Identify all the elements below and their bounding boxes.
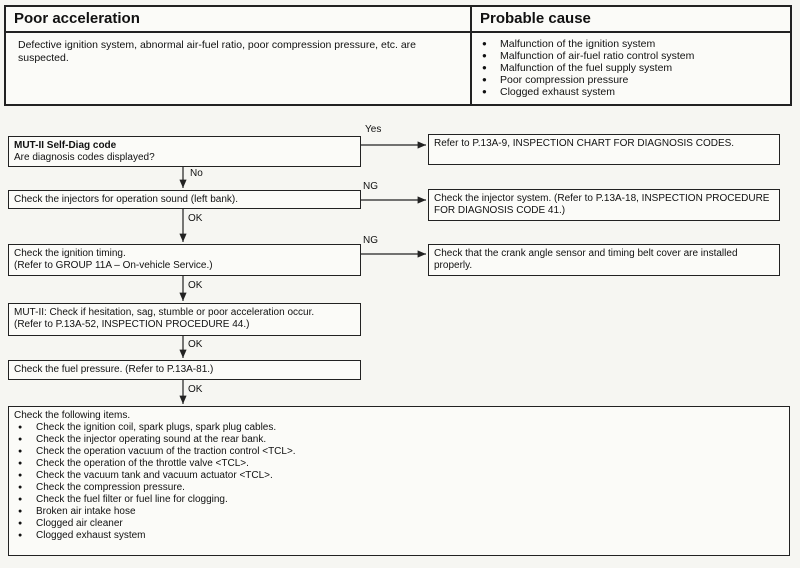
ng-label-1: NG [363,181,378,192]
ok-label-2: OK [188,280,203,291]
checklist-item: ● Check the operation of the throttle valve <TCL>. [14,458,784,470]
checklist-item: ● Check the injector operating sound at the rear bank. [14,434,784,446]
ignition-timing-step [8,244,361,276]
ignition-timing-line1: Check the ignition timing. [14,248,126,259]
checklist-item: ● Check the vacuum tank and vacuum actuator <TCL>. [14,470,784,482]
ok-label-3: OK [188,339,203,350]
crank-sensor-ref: Check that the crank angle sensor and timing belt cover are installed properly. [428,244,780,276]
self-diag-step [8,136,361,167]
yes-label: Yes [365,124,382,135]
checklist-item: ● Clogged air cleaner [14,518,784,530]
injector-sound-step: Check the injectors for operation sound (left bank). [8,190,361,209]
cause-item: ● Malfunction of the fuel supply system [472,62,790,74]
cause-item: ● Malfunction of air-fuel ratio control system [472,50,790,62]
ok-label-4: OK [188,384,203,395]
final-checklist [8,406,790,556]
checklist-item: ● Clogged exhaust system [14,530,784,542]
injector-system-ref: Check the injector system. (Refer to P.13A-18, INSPECTION PROCEDURE FOR DIAGNOSIS CODE 41.) [428,189,780,221]
mut-check-line1: MUT-II: Check if hesitation, sag, stumble or poor acceleration occur. [14,307,315,318]
symptom-description: Defective ignition system, abnormal air-fuel ratio, poor compression pressure, etc. are suspected. [18,39,417,64]
checklist-item: ● Check the ignition coil, spark plugs, spark plug cables. [14,422,784,434]
ng-label-2: NG [363,235,378,246]
self-diag-title: MUT-II Self-Diag code [14,140,117,151]
cause-item: ● Malfunction of the ignition system [472,38,790,50]
probable-cause-title: Probable cause [472,7,790,33]
ignition-timing-line2: (Refer to GROUP 11A – On-vehicle Service.) [14,260,213,271]
checklist-item: ● Broken air intake hose [14,506,784,518]
final-checklist-items [14,422,784,542]
cause-item: ● Poor compression pressure [472,74,790,86]
cause-item: ● Clogged exhaust system [472,86,790,98]
checklist-item: ● Check the operation vacuum of the traction control <TCL>. [14,446,784,458]
self-diag-question: Are diagnosis codes displayed? [14,152,155,163]
final-checklist-title: Check the following items. [14,410,131,421]
checklist-item: ● Check the fuel filter or fuel line for clogging. [14,494,784,506]
diagnosis-chart-ref: Refer to P.13A-9, INSPECTION CHART FOR DIAGNOSIS CODES. [428,134,780,165]
symptom-title: Poor acceleration [6,7,470,33]
mut-check-step [8,303,361,336]
ok-label-1: OK [188,213,203,224]
checklist-item: ● Check the compression pressure. [14,482,784,494]
fuel-pressure-step: Check the fuel pressure. (Refer to P.13A-81.) [8,360,361,380]
no-label: No [190,168,203,179]
mut-check-line2: (Refer to P.13A-52, INSPECTION PROCEDURE 44.) [14,319,250,330]
